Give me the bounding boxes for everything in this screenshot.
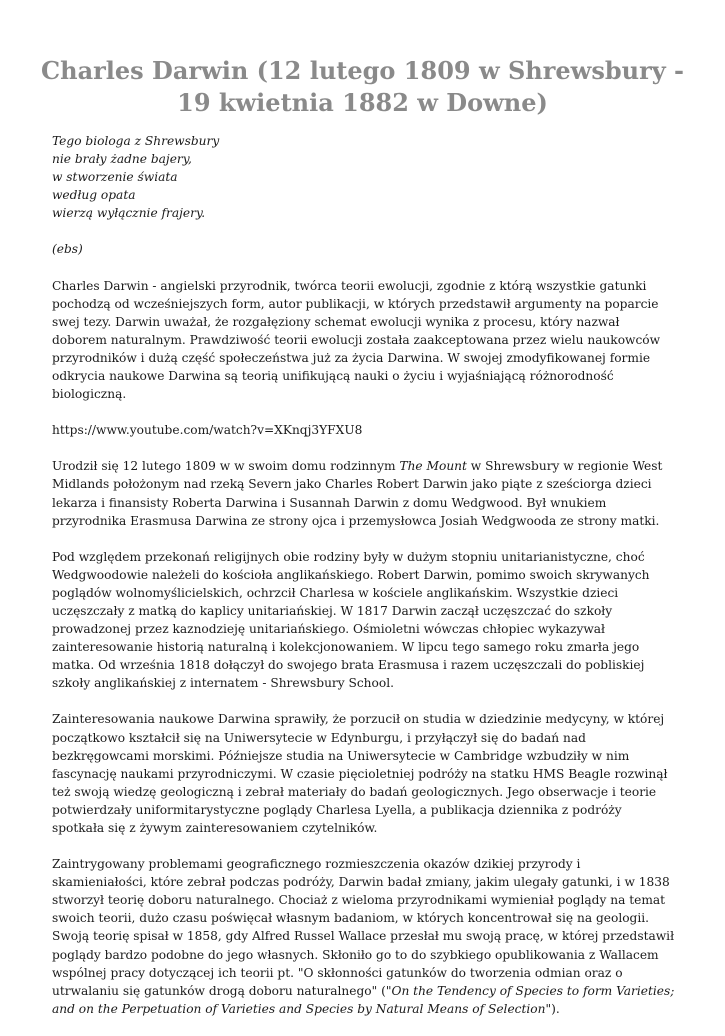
paragraph-studies: Zainteresowania naukowe Darwina sprawiły, że porzucił on studia w dziedzinie medycyny, w której początkowo kształcił się na Uniwersytecie w Edynburgu, i przyłączył się do badań nad bezkręgowcami morskimi. Późniejsze studia na Uniwersytecie w Cambridge wzbudziły w nim fascynację naukami przyrodniczymi. W czasie pięcioletniej podróży na statku HMS Beagle rozwinął też swoją wiedzę geologiczną i zebrał materiały do badań geologicznych. Jego obserwacje i teorie potwierdzały uniformitarystyczne poglądy Charlesa Lyella, a publikacja dziennika z podróży spotkała się z żywym zainteresowaniem czytelników. xyxy=(52,712,668,835)
poem-line: wierzą wyłącznie frajery. xyxy=(52,206,206,221)
poem-signature: (ebs) xyxy=(52,242,83,257)
text-segment: Zaintrygowany problemami geograficznego rozmieszczenia okazów dzikiej przyrody i skamieniałości, które zebrał podczas podróży, Darwin badał zmiany, jakim ulegały gatunki, i w 1838 stworzył teorię doboru naturalnego. Chociaż z wieloma przyrodnikami wymieniał poglądy na temat swoich teorii, dużo czasu poświęcał własnym badaniom, w których koncentrował się na geologii. Swoją teorię spisał w 1858, gdy Alfred Russel Wallace przesłał mu swoją pracę, w której przedstawił poglądy bardzo podobne do jego własnych. Skłoniło go to do szybkiego opublikowania z Wallacem wspólnej pracy dotyczącej ich teorii pt. "O skłonności gatunków do tworzenia odmian oraz o utrwalaniu się gatunków drogą doboru naturalnego" (" xyxy=(52,857,675,998)
paragraph-birth xyxy=(52,457,677,529)
text-segment: "). xyxy=(545,1001,560,1016)
text-segment: w Shrewsbury w regionie West Midlands położonym nad rzeką Severn jako Charles Robert Darwin jako piąte z sześciorga dzieci lekarza i finansisty Roberta Darwina i Susannah Darwin z domu Wedgwood. Był wnukiem przyrodnika Erasmusa Darwina ze strony ojca i przemysłowca Josiah Wedgwooda ze strony matki. xyxy=(52,459,663,528)
text-segment: Urodził się 12 lutego 1809 w w swoim domu rodzinnym xyxy=(52,459,400,474)
emphasis-english-title: On the Tendency of Species to form Varieties; and on the Perpetuation of Varieties and Species by Natural Means of Selection xyxy=(52,983,675,1016)
paragraph-intro: Charles Darwin - angielski przyrodnik, twórca teorii ewolucji, zgodnie z którą wszystkie gatunki pochodzą od wcześniejszych form, autor publikacji, w których przedstawił argumenty na poparcie swej tezy. Darwin uważał, że rozgałęziony schemat ewolucji wynika z procesu, który nazwał doborem naturalnym. Prawdziwość teorii ewolucji została zaakceptowana przez wielu naukowców przyrodników i dużą część społeczeństwa już za życia Darwina. W swojej zmodyfikowanej formie odkrycia naukowe Darwina są teorią unifikującą nauki o życiu i wyjaśniającą różnorodność biologiczną. xyxy=(52,278,661,402)
paragraph-theory xyxy=(52,855,677,1018)
article-body xyxy=(52,132,677,1036)
poem-line: w stworzenie świata xyxy=(52,170,178,185)
epigraph-poem xyxy=(52,132,677,222)
paragraph-religion: Pod względem przekonań religijnych obie rodziny były w dużym stopniu unitarianistyczne, choć Wedgwoodowie należeli do kościoła anglikańskiego. Robert Darwin, pomimo swoich skrywanych poglądów wolnomyślicielskich, ochrzcił Charlesa w kościele anglikańskim. Wszystkie dzieci uczęszczały z matką do kaplicy unitariańskiej. W 1817 Darwin zaczął uczęszczać do szkoły prowadzonej przez kaznodzieję unitariańskiego. Ośmioletni wówczas chłopiec wykazywał zainteresowanie historią naturalną i kolekcjonowaniem. W lipcu tego samego roku zmarła jego matka. Od września 1818 dołączył do swojego brata Erasmusa i razem uczęszczali do pobliskiej szkoły anglikańskiej z internatem - Shrewsbury School. xyxy=(52,549,650,691)
poem-line: Tego biologa z Shrewsbury xyxy=(52,134,220,148)
poem-line: według opata xyxy=(52,188,136,203)
youtube-link[interactable]: https://www.youtube.com/watch?v=XKnqj3YFXU8 xyxy=(52,423,363,438)
page-title: Charles Darwin (12 lutego 1809 w Shrewsbury - 19 kwietnia 1882 w Downe) xyxy=(41,56,684,117)
poem-line: nie brały żadne bajery, xyxy=(52,152,192,167)
emphasis-the-mount: The Mount xyxy=(399,459,467,474)
